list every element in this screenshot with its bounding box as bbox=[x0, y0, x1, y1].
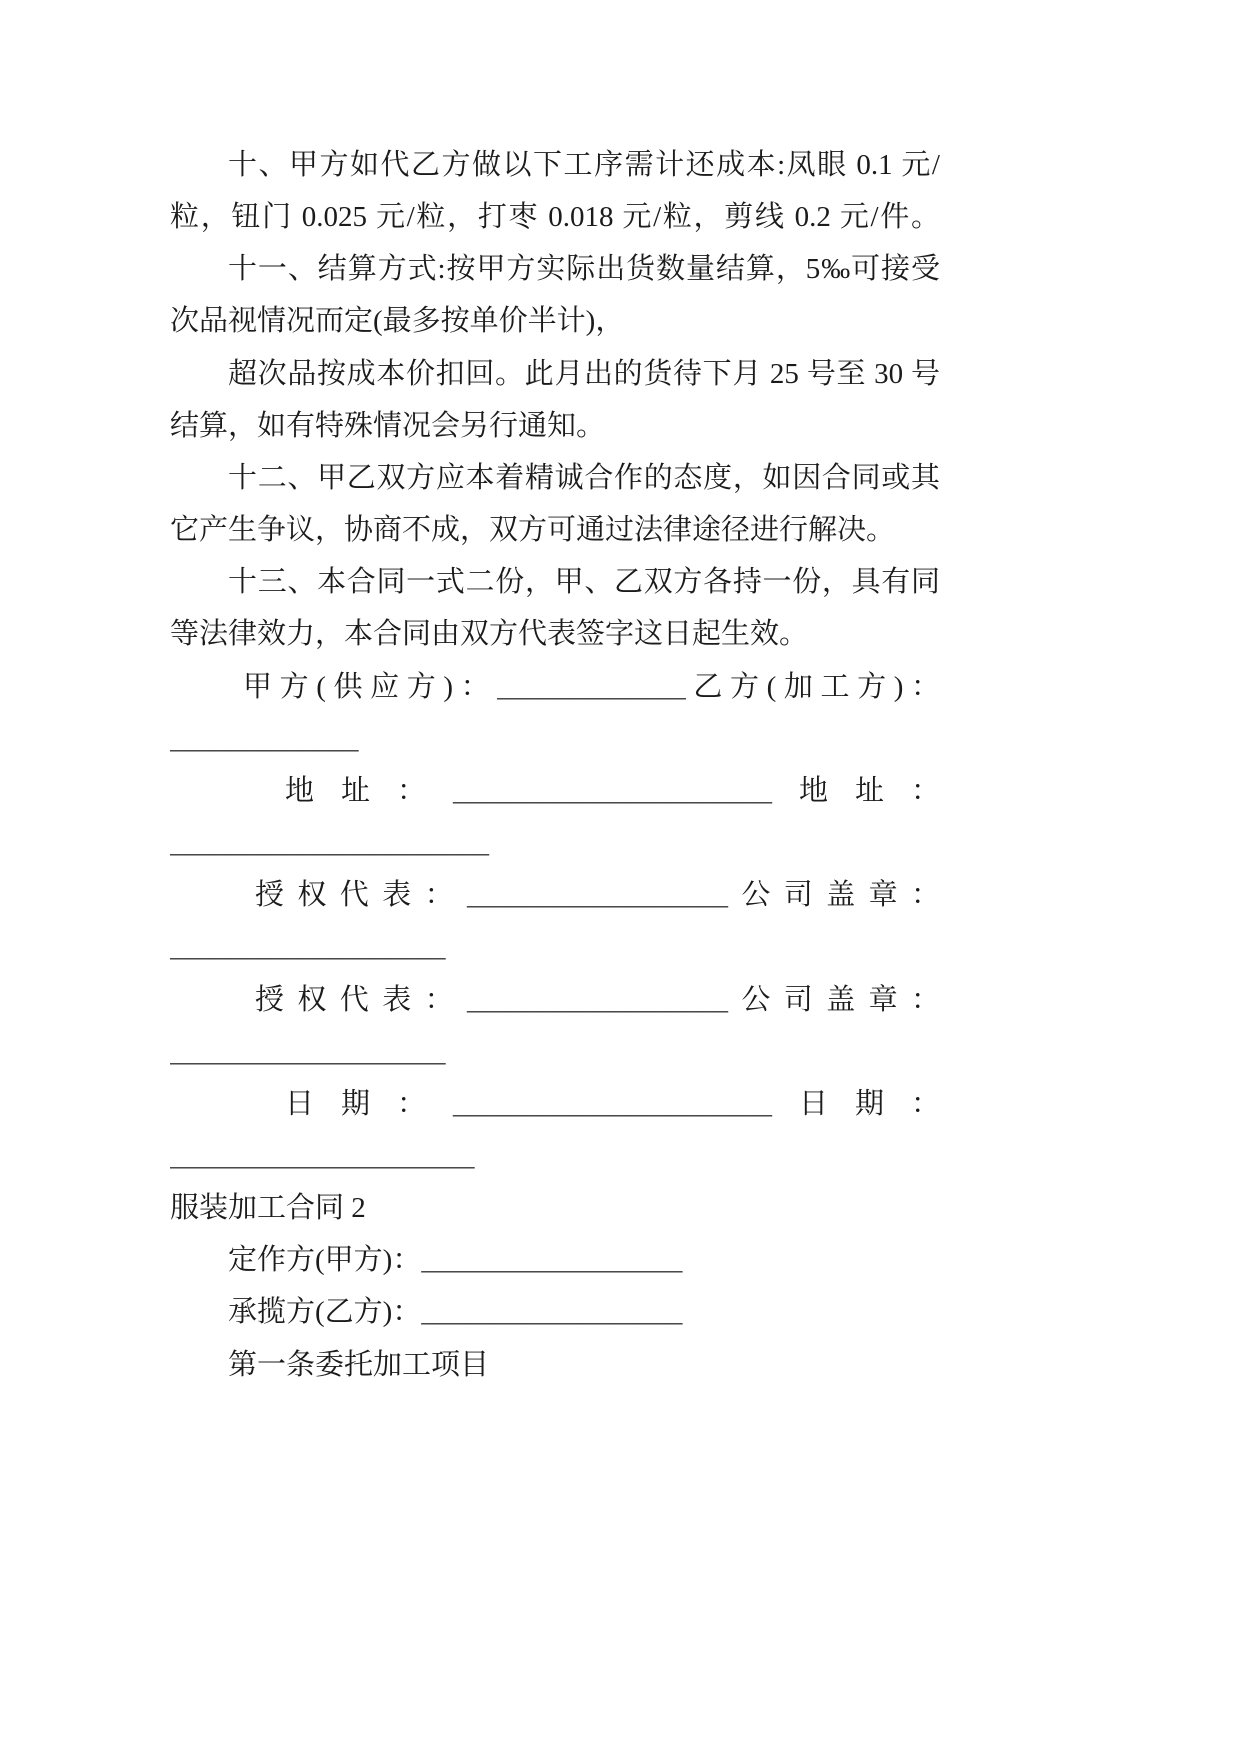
signature-row-date-continued bbox=[170, 1130, 940, 1182]
clause-10 bbox=[170, 139, 940, 243]
paragraph-line: 结算，如有特殊情况会另行通知。 bbox=[170, 409, 606, 442]
party-b-label: 乙方(加工方)： bbox=[685, 670, 940, 703]
document-body bbox=[170, 139, 940, 1391]
clause-11-continued bbox=[170, 348, 940, 452]
contract-2-party-a-row bbox=[170, 1234, 940, 1286]
paragraph-line: 十一、结算方式:按甲方实际出货数量结算，5‰可接受 bbox=[228, 253, 940, 286]
signature-row-representative-2-continued bbox=[170, 1026, 940, 1078]
party-b-seal-label: 公司盖章： bbox=[728, 983, 940, 1016]
party-b-seal-label: 公司盖章： bbox=[728, 879, 940, 912]
paragraph-line: 次品视情况而定(最多按单价半计)， bbox=[170, 305, 625, 338]
clause-13 bbox=[170, 556, 940, 660]
party-a-representative-label: 授权代表： bbox=[255, 879, 467, 912]
signature-block bbox=[170, 661, 940, 1183]
party-a-date-blank-line: ______________________ bbox=[453, 1087, 772, 1120]
party-b-seal-blank-line: ___________________ bbox=[170, 1035, 446, 1068]
party-a-label: 甲方(供应方)： bbox=[243, 670, 498, 703]
signature-row-parties bbox=[170, 661, 940, 713]
party-a-address-blank-line: ______________________ bbox=[453, 774, 772, 807]
paragraph-line: 十、甲方如代乙方做以下工序需计还成本:凤眼 0.1 元/ bbox=[228, 149, 940, 181]
party-a-date-label: 日期： bbox=[285, 1087, 453, 1120]
party-b-date-blank-line: _____________________ bbox=[170, 1139, 475, 1172]
paragraph-line: 十三、本合同一式二份，甲、乙双方各持一份，具有同 bbox=[228, 566, 940, 599]
clause-11 bbox=[170, 243, 940, 347]
signature-row-representative-2 bbox=[170, 974, 940, 1026]
party-b-blank-line: _____________ bbox=[170, 722, 359, 755]
party-b-address-blank-line: ______________________ bbox=[170, 827, 489, 860]
party-a-blank-line: _____________ bbox=[497, 670, 686, 703]
signature-row-representative bbox=[170, 869, 940, 921]
signature-row-address bbox=[170, 765, 940, 817]
contract-2-party-b-row bbox=[170, 1286, 940, 1338]
signature-row-representative-continued bbox=[170, 921, 940, 973]
party-a-representative-blank-line: __________________ bbox=[467, 879, 728, 912]
paragraph-line: 等法律效力，本合同由双方代表签字这日起生效。 bbox=[170, 618, 809, 651]
party-b-address-label: 地址： bbox=[772, 774, 940, 807]
paragraph-line: 粒，钮门 0.025 元/粒，打枣 0.018 元/粒，剪线 0.2 元/件。 bbox=[170, 201, 940, 234]
party-b-date-label: 日期： bbox=[772, 1087, 940, 1120]
party-a-address-label: 地址： bbox=[285, 774, 453, 807]
paragraph-line: 它产生争议，协商不成，双方可通过法律途径进行解决。 bbox=[170, 514, 896, 547]
party-b-seal-blank-line: ___________________ bbox=[170, 931, 446, 964]
contract-2-header bbox=[170, 1182, 940, 1391]
client-party-label: 定作方(甲方)： bbox=[228, 1244, 422, 1277]
contract-2-title: 服装加工合同 2 bbox=[170, 1192, 366, 1225]
paragraph-line: 超次品按成本价扣回。此月出的货待下月 25 号至 30 号 bbox=[228, 357, 940, 390]
party-a-representative-label: 授权代表： bbox=[255, 983, 467, 1016]
contractor-party-blank-line: __________________ bbox=[421, 1296, 683, 1329]
client-party-blank-line: __________________ bbox=[421, 1244, 683, 1277]
contractor-party-label: 承揽方(乙方)： bbox=[228, 1296, 422, 1329]
signature-row-address-continued bbox=[170, 817, 940, 869]
signature-row-date bbox=[170, 1078, 940, 1130]
paragraph-line: 十二、甲乙双方应本着精诚合作的态度，如因合同或其 bbox=[228, 461, 940, 494]
article-1-heading: 第一条委托加工项目 bbox=[228, 1348, 490, 1381]
signature-row-parties-continued bbox=[170, 713, 940, 765]
party-a-representative-blank-line: __________________ bbox=[467, 983, 728, 1016]
clause-12 bbox=[170, 452, 940, 556]
